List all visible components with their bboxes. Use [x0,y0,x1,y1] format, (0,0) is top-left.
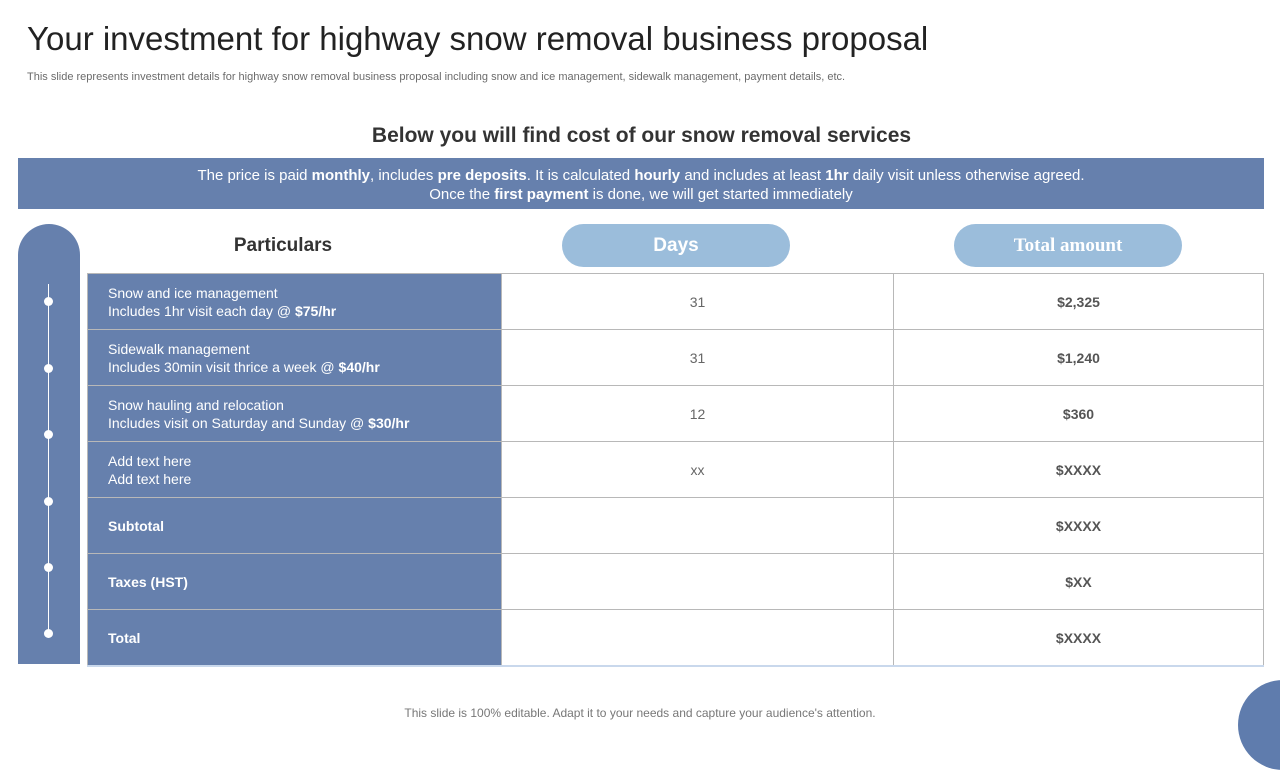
column-header-total-amount: Total amount [954,224,1182,267]
timeline-dot [44,430,53,439]
particular-name: Add text here [108,452,192,469]
amount-cell: $2,325 [894,274,1264,330]
summary-amount-cell: $XXXX [894,610,1264,667]
banner-text-segment: . It is calculated [526,167,635,184]
column-header-days: Days [562,224,790,267]
particular-rate: $40/hr [338,358,380,375]
timeline-dot [44,629,53,638]
timeline-line [48,284,49,636]
banner-text-segment: The price is paid [197,167,312,184]
summary-amount-cell: $XXXX [894,498,1264,554]
particular-cell [88,330,502,386]
days-cell-empty [502,610,894,667]
page-subtitle: This slide represents investment details for highway snow removal business proposal including snow and ice management, sidewalk management, payment details, etc. [27,71,846,83]
cost-table-body [88,274,1264,667]
banner-text-segment: daily visit unless otherwise agreed. [848,167,1085,184]
summary-row [88,554,1264,610]
particular-detail-text: Includes 1hr visit each day @ [108,302,295,319]
banner-text-segment: pre deposits [437,167,527,184]
amount-cell: $1,240 [894,330,1264,386]
timeline-dot [44,563,53,572]
particular-rate: $30/hr [368,414,410,431]
particular-name: Sidewalk management [108,340,250,357]
summary-row [88,610,1264,667]
particular-detail [108,358,501,376]
timeline-dot [44,364,53,373]
particular-cell [88,442,502,498]
particular-rate: $75/hr [294,302,337,319]
section-heading: Below you will find cost of our snow removal services [371,124,912,147]
particular-detail [108,470,501,488]
particular-detail [108,302,501,320]
summary-label: Subtotal [108,517,164,534]
amount-cell: $XXXX [894,442,1264,498]
particular-detail [108,414,501,432]
days-cell: 31 [502,330,894,386]
page-title: Your investment for highway snow removal business proposal [27,20,929,57]
particular-detail-text: Includes visit on Saturday and Sunday @ [108,414,369,431]
days-cell: 31 [502,274,894,330]
banner-line-1 [18,166,1264,185]
summary-label: Total [108,629,141,646]
particular-name: Snow and ice management [108,284,278,301]
table-row [88,442,1264,498]
timeline-dot [44,497,53,506]
summary-label: Taxes (HST) [108,573,188,590]
banner-text-segment: , includes [370,167,438,184]
banner-text-segment: first payment [494,186,589,203]
banner-text-segment: monthly [311,167,371,184]
days-cell: 12 [502,386,894,442]
banner-text-segment: 1hr [825,167,849,184]
banner-text-segment: and includes at least [680,167,826,184]
summary-label-cell [88,610,502,667]
summary-label-cell [88,554,502,610]
days-cell-empty [502,498,894,554]
table-row [88,274,1264,330]
particular-detail-text: Includes 30min visit thrice a week @ [108,358,339,375]
table-row [88,330,1264,386]
pricing-banner [18,158,1264,209]
banner-text-segment: is done, we will get started immediately [588,186,853,203]
footer-note: This slide is 100% editable. Adapt it to your needs and capture your audience's attention. [404,706,876,720]
banner-text-segment: Once the [429,186,495,203]
corner-decoration [1238,680,1280,770]
days-cell-empty [502,554,894,610]
timeline-dot [44,297,53,306]
cost-table [87,273,1264,667]
amount-cell: $360 [894,386,1264,442]
summary-label-cell [88,498,502,554]
particular-cell [88,386,502,442]
banner-text-segment: hourly [634,167,681,184]
summary-row [88,498,1264,554]
particular-name: Snow hauling and relocation [108,396,284,413]
days-cell: xx [502,442,894,498]
particular-cell [88,274,502,330]
banner-line-2 [18,185,1264,204]
timeline-bar [18,224,80,664]
table-row [88,386,1264,442]
summary-amount-cell: $XX [894,554,1264,610]
particular-detail-text: Add text here [108,470,192,487]
column-header-particulars: Particulars [233,235,333,256]
